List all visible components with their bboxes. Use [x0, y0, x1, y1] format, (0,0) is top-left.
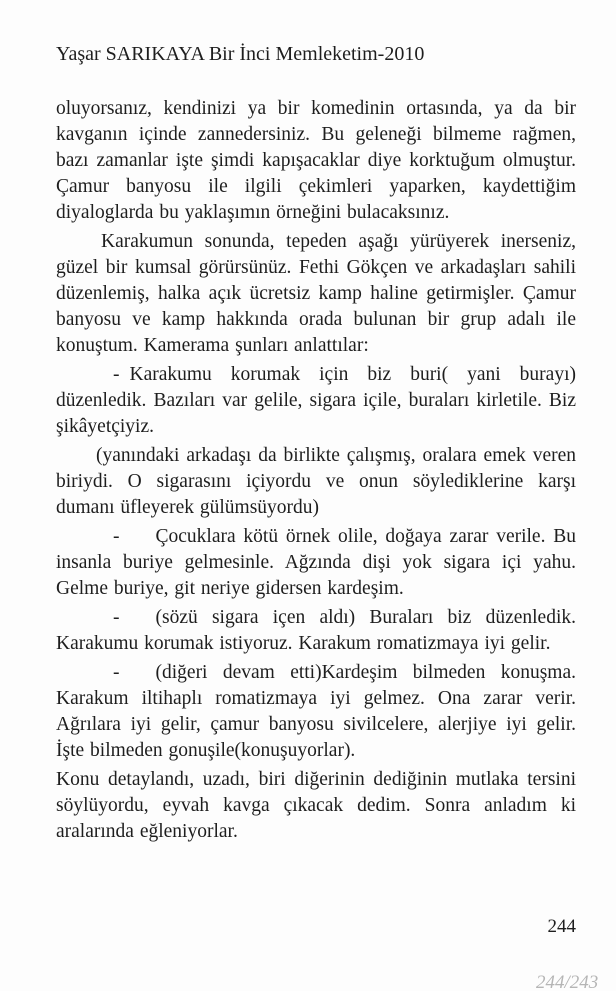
paragraph: [56, 605, 576, 657]
paragraph-text: (sözü sigara içen aldı) Buraları biz düzenledik. Karakumu korumak istiyoruz. Karakum romatizmaya iyi gelir.: [56, 607, 576, 654]
paragraph: [56, 660, 576, 764]
paragraph-text: Karakumu korumak için biz buri( yani burayı) düzenledik. Bazıları var gelile, sigara içile, buraları kirletile. Biz şikâyetçiyiz.: [56, 364, 576, 437]
paragraph: Karakumun sonunda, tepeden aşağı yürüyerek inerseniz, güzel bir kumsal görürsünüz. Fethi Gökçen ve arkadaşları sahili düzenlemiş, halka açık ücretsiz kamp haline getirmişler. Çamur banyosu ve kamp hakkında orada bulunan bir grup adalı ile konuştum. Kamerama şunları anlattılar:: [56, 231, 576, 356]
viewer-page-indicator: 244/243: [536, 972, 599, 991]
paragraph: (yanındaki arkadaşı da birlikte çalışmış, oralara emek veren biriydi. O sigarasını içiyordu ve onun söylediklerine karşı dumanı üfleyerek gülümsüyordu): [56, 445, 576, 518]
paragraph: oluyorsanız, kendinizi ya bir komedinin ortasında, ya da bir kavganın içinde zannedersiniz. Bu geleneği bilmeme rağmen, bazı zamanlar işte şimdi kapışacaklar diye korktuğum olmuştur. Çamur banyosu ile ilgili çekimleri yaparken, kaydettiğim diyaloglarda bu yaklaşımın örneğini bulacaksınız.: [56, 98, 576, 223]
paragraph-text: Çocuklara kötü örnek olile, doğaya zarar verile. Bu insanla buriye gelmesinle. Ağzında dişi yok sigara içi yahu. Gelme buriye, git neriye gidersen kardeşim.: [56, 526, 576, 599]
paragraph: [56, 362, 576, 440]
paragraph-text: (diğeri devam etti)Kardeşim bilmeden konuşma. Karakum iltihaplı romatizmaya iyi gelmez. Ona zarar verir. Ağrılara iyi gelir, çamur banyosu sivilcelere, alerjiye iyi gelir. İşte bilmeden gonuşile(konuşuyorlar).: [56, 662, 576, 761]
paragraph: [56, 524, 576, 602]
running-header: Yaşar SARIKAYA Bir İnci Memleketim-2010: [56, 43, 425, 65]
dash-marker: -: [113, 364, 120, 385]
dash-marker: -: [113, 607, 120, 628]
page-number: 244: [547, 916, 576, 937]
paragraph: Konu detaylandı, uzadı, biri diğerinin dediğinin mutlaka tersini söylüyordu, eyvah kavga çıkacak dedim. Sonra anladım ki aralarında eğleniyorlar.: [56, 769, 576, 842]
dash-marker: -: [113, 526, 120, 547]
page-content: [56, 42, 576, 848]
dash-marker: -: [113, 662, 120, 683]
